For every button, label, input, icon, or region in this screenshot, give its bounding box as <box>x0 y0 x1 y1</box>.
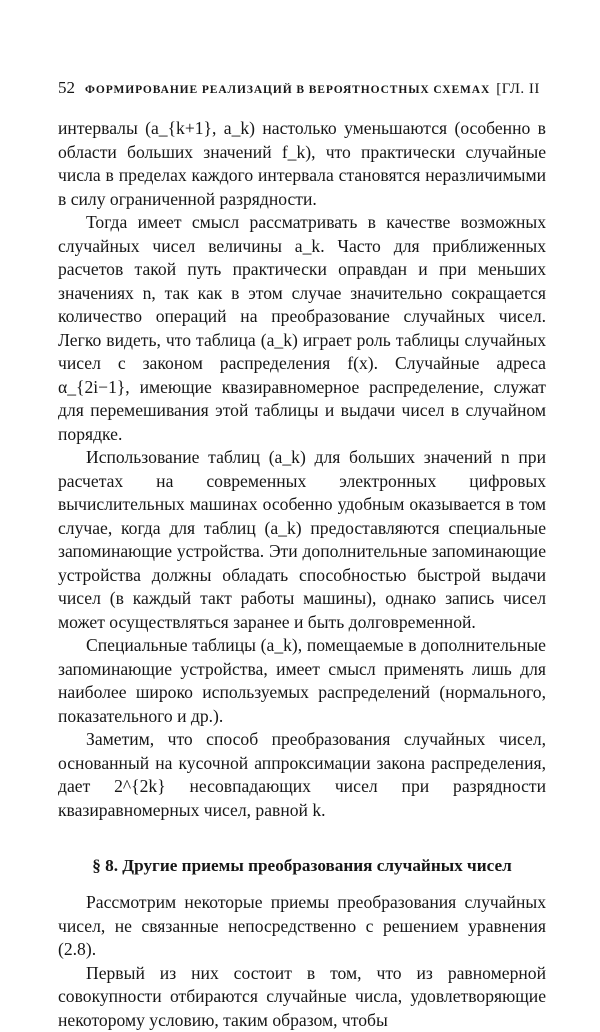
book-page <box>58 78 546 1032</box>
paragraph: Тогда имеет смысл рассматривать в качестве возможных случайных чисел величины a_k. Часто для приближенных расчетов такой путь практически оправдан и при меньших значениях n, так как в этом случае значительно сокращается количество операций на преобразование случайных чисел. Легко видеть, что таблица (a_k) играет роль таблицы случайных чисел с законом распределения f(x). Случайные адреса α_{2i−1}, имеющие квазиравномерное распределение, служат для перемешивания этой таблицы и выдачи чисел в случайном порядке. <box>58 211 546 446</box>
paragraph: Использование таблиц (a_k) для больших значений n при расчетах на современных электронных цифровых вычислительных машинах особенно удобным оказывается в том случае, когда для таблиц (a_k) предоставляются специальные запоминающие устройства. Эти дополнительные запоминающие устройства должны обладать способностью быстрой выдачи чисел (в каждый такт работы машины), однако запись чисел может осуществляться заранее и быть долговременной. <box>58 446 546 634</box>
paragraph: Рассмотрим некоторые приемы преобразования случайных чисел, не связанные непосредственно с решением уравнения (2.8). <box>58 891 546 962</box>
page-number: 52 <box>58 78 75 98</box>
paragraph: интервалы (a_{k+1}, a_k) настолько уменьшаются (особенно в области больших значений f_k), что практически случайные числа в пределах каждого интервала становятся неразличимыми в силу ограниченной разрядности. <box>58 117 546 211</box>
chapter-reference: [ГЛ. II <box>496 81 540 98</box>
running-title: ФОРМИРОВАНИЕ РЕАЛИЗАЦИЙ В ВЕРОЯТНОСТНЫХ СХЕМАХ <box>85 84 490 96</box>
running-header <box>58 78 546 100</box>
body-text <box>58 117 546 822</box>
paragraph: Первый из них состоит в том, что из равномерной совокупности отбираются случайные числа, удовлетворяющие некоторому условию, таким образом, чтобы <box>58 962 546 1032</box>
paragraph: Специальные таблицы (a_k), помещаемые в дополнительные запоминающие устройства, имеет смысл применять лишь для наиболее широко используемых распределений (нормального, показательного и др.). <box>58 634 546 728</box>
section-heading: § 8. Другие приемы преобразования случайных чисел <box>58 855 546 877</box>
section-text <box>58 891 546 1032</box>
paragraph: Заметим, что способ преобразования случайных чисел, основанный на кусочной аппроксимации закона распределения, дает 2^{2k} несовпадающих чисел при разрядности квазиравномерных чисел, равной k. <box>58 728 546 822</box>
